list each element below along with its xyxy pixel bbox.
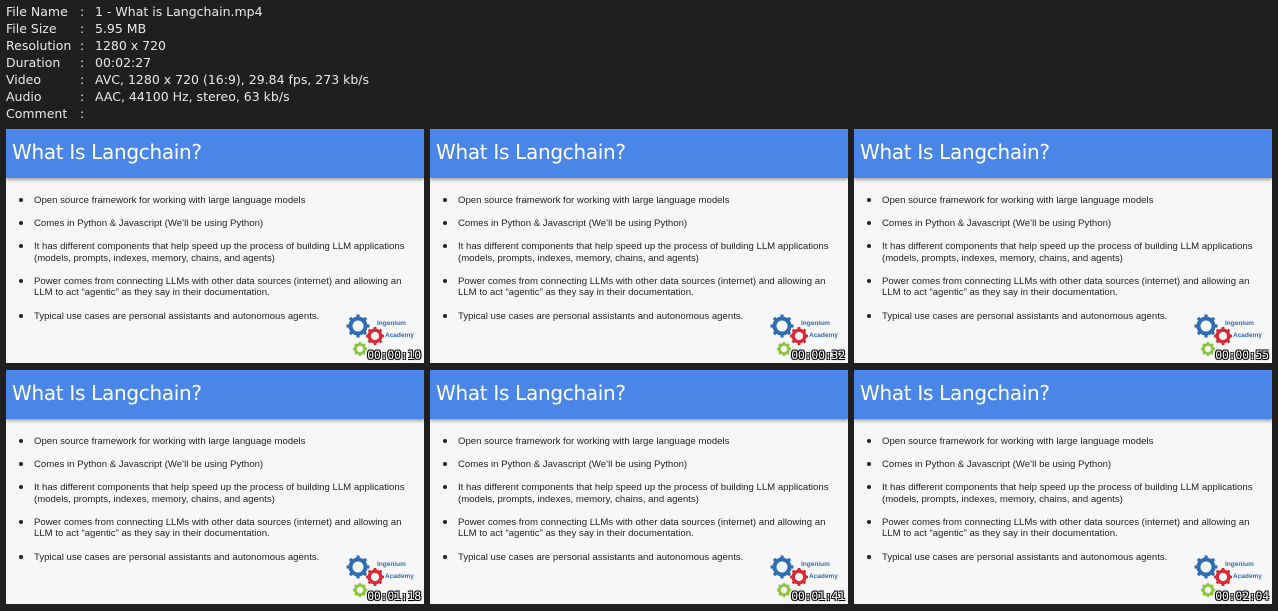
info-row-video bbox=[6, 71, 369, 88]
file-info-panel bbox=[6, 3, 369, 122]
video-thumbnail[interactable] bbox=[430, 129, 848, 363]
slide-bullet: Power comes from connecting LLMs with other data sources (internet) and allowing an LLM to act “agentic” as they say in their documentation. bbox=[6, 517, 406, 540]
video-thumbnail[interactable] bbox=[430, 370, 848, 604]
slide-bullet: Comes in Python & Javascript (We’ll be using Python) bbox=[430, 218, 830, 230]
info-value: 00:02:27 bbox=[95, 55, 152, 70]
slide-bullet: Open source framework for working with large language models bbox=[430, 195, 830, 207]
slide-bullet: Comes in Python & Javascript (We’ll be using Python) bbox=[6, 459, 406, 471]
slide-title: What Is Langchain? bbox=[12, 140, 202, 164]
thumbnail-timestamp: 00:00:55 bbox=[1215, 348, 1269, 362]
slide-title: What Is Langchain? bbox=[860, 381, 1050, 405]
logo-text-academy: Academy bbox=[1233, 573, 1262, 580]
thumbnail-timestamp: 00:02:04 bbox=[1215, 589, 1269, 603]
info-separator: : bbox=[80, 4, 85, 19]
info-value: AAC, 44100 Hz, stereo, 63 kb/s bbox=[95, 89, 290, 104]
slide-bullet: Power comes from connecting LLMs with other data sources (internet) and allowing an LLM to act “agentic” as they say in their documentation. bbox=[430, 517, 830, 540]
info-key: Comment bbox=[6, 106, 68, 121]
video-thumbnail[interactable] bbox=[854, 129, 1272, 363]
info-value: 1 - What is Langchain.mp4 bbox=[95, 4, 263, 19]
info-separator: : bbox=[80, 72, 85, 87]
logo-text-ingenium: Ingenium bbox=[1225, 561, 1254, 568]
slide-bullet: Typical use cases are personal assistants and autonomous agents. bbox=[854, 311, 1254, 323]
slide-title-bar bbox=[854, 370, 1272, 419]
slide-bullet: Comes in Python & Javascript (We’ll be using Python) bbox=[430, 459, 830, 471]
slide-bullet: It has different components that help speed up the process of building LLM applications (models, prompts, indexes, memory, chains, and agents) bbox=[854, 482, 1254, 505]
info-separator: : bbox=[80, 106, 85, 121]
slide-bullet: Typical use cases are personal assistants and autonomous agents. bbox=[6, 552, 406, 564]
slide-title-bar bbox=[430, 370, 848, 419]
info-value: 5.95 MB bbox=[95, 21, 147, 36]
slide-bullet: Power comes from connecting LLMs with other data sources (internet) and allowing an LLM to act “agentic” as they say in their documentation. bbox=[6, 276, 406, 299]
logo-text-ingenium: Ingenium bbox=[377, 561, 406, 568]
thumbnail-timestamp: 00:01:41 bbox=[791, 589, 845, 603]
slide-title-bar bbox=[6, 129, 424, 178]
slide-bullet: Typical use cases are personal assistants and autonomous agents. bbox=[430, 311, 830, 323]
logo-text-ingenium: Ingenium bbox=[801, 561, 830, 568]
info-separator: : bbox=[80, 89, 85, 104]
slide-bullet: Open source framework for working with large language models bbox=[854, 436, 1254, 448]
info-separator: : bbox=[80, 55, 85, 70]
info-row-duration bbox=[6, 54, 369, 71]
logo-text-academy: Academy bbox=[809, 332, 838, 339]
slide-bullet: It has different components that help speed up the process of building LLM applications (models, prompts, indexes, memory, chains, and agents) bbox=[430, 241, 830, 264]
slide-title: What Is Langchain? bbox=[860, 140, 1050, 164]
video-thumbnail[interactable] bbox=[6, 129, 424, 363]
slide-bullet: Open source framework for working with large language models bbox=[854, 195, 1254, 207]
info-key: Audio bbox=[6, 89, 42, 104]
info-row-file-name bbox=[6, 3, 369, 20]
logo-text-ingenium: Ingenium bbox=[1225, 320, 1254, 327]
slide-title-bar bbox=[854, 129, 1272, 178]
info-separator: : bbox=[80, 21, 85, 36]
video-thumbnail[interactable] bbox=[854, 370, 1272, 604]
slide-bullet: Typical use cases are personal assistants and autonomous agents. bbox=[6, 311, 406, 323]
info-value: AVC, 1280 x 720 (16:9), 29.84 fps, 273 kb/s bbox=[95, 72, 370, 87]
slide-bullet: It has different components that help speed up the process of building LLM applications (models, prompts, indexes, memory, chains, and agents) bbox=[430, 482, 830, 505]
slide-title: What Is Langchain? bbox=[436, 381, 626, 405]
slide-title-bar bbox=[430, 129, 848, 178]
info-value: 1280 x 720 bbox=[95, 38, 167, 53]
info-key: File Size bbox=[6, 21, 57, 36]
slide-bullet: Typical use cases are personal assistants and autonomous agents. bbox=[430, 552, 830, 564]
slide-bullet: Open source framework for working with large language models bbox=[6, 436, 406, 448]
slide-title-bar bbox=[6, 370, 424, 419]
logo-text-academy: Academy bbox=[385, 573, 414, 580]
slide-bullet: Comes in Python & Javascript (We’ll be using Python) bbox=[854, 459, 1254, 471]
slide-bullet: Power comes from connecting LLMs with other data sources (internet) and allowing an LLM to act “agentic” as they say in their documentation. bbox=[854, 276, 1254, 299]
slide-title: What Is Langchain? bbox=[12, 381, 202, 405]
slide-bullet: It has different components that help speed up the process of building LLM applications (models, prompts, indexes, memory, chains, and agents) bbox=[854, 241, 1254, 264]
logo-text-academy: Academy bbox=[385, 332, 414, 339]
thumbnail-timestamp: 00:00:10 bbox=[367, 348, 421, 362]
logo-text-academy: Academy bbox=[809, 573, 838, 580]
slide-bullet: Open source framework for working with large language models bbox=[6, 195, 406, 207]
logo-text-academy: Academy bbox=[1233, 332, 1262, 339]
thumbnail-timestamp: 00:00:32 bbox=[791, 348, 845, 362]
info-row-file-size bbox=[6, 20, 369, 37]
info-row-resolution bbox=[6, 37, 369, 54]
slide-bullet: Open source framework for working with large language models bbox=[430, 436, 830, 448]
thumbnail-timestamp: 00:01:18 bbox=[367, 589, 421, 603]
info-separator: : bbox=[80, 38, 85, 53]
slide-bullet: Power comes from connecting LLMs with other data sources (internet) and allowing an LLM to act “agentic” as they say in their documentation. bbox=[430, 276, 830, 299]
info-key: Video bbox=[6, 72, 42, 87]
slide-bullet: It has different components that help speed up the process of building LLM applications (models, prompts, indexes, memory, chains, and agents) bbox=[6, 241, 406, 264]
info-row-comment bbox=[6, 105, 369, 122]
slide-bullet: Power comes from connecting LLMs with other data sources (internet) and allowing an LLM to act “agentic” as they say in their documentation. bbox=[854, 517, 1254, 540]
logo-text-ingenium: Ingenium bbox=[377, 320, 406, 327]
slide-bullet: Comes in Python & Javascript (We’ll be using Python) bbox=[854, 218, 1254, 230]
info-key: File Name bbox=[6, 4, 68, 19]
slide-bullet: Comes in Python & Javascript (We’ll be using Python) bbox=[6, 218, 406, 230]
info-row-audio bbox=[6, 88, 369, 105]
info-key: Resolution bbox=[6, 38, 72, 53]
logo-text-ingenium: Ingenium bbox=[801, 320, 830, 327]
slide-bullet: Typical use cases are personal assistants and autonomous agents. bbox=[854, 552, 1254, 564]
video-thumbnail[interactable] bbox=[6, 370, 424, 604]
slide-title: What Is Langchain? bbox=[436, 140, 626, 164]
slide-bullet: It has different components that help speed up the process of building LLM applications (models, prompts, indexes, memory, chains, and agents) bbox=[6, 482, 406, 505]
info-key: Duration bbox=[6, 55, 61, 70]
